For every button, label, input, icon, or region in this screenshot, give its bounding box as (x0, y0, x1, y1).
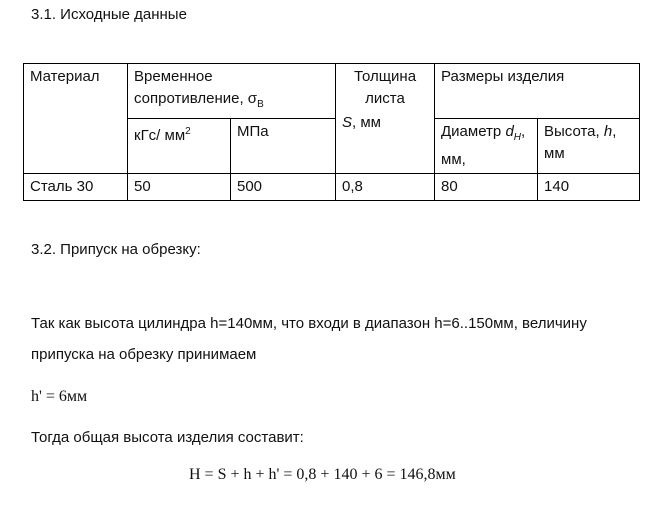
header-strength-text: сопротивление, σ (134, 90, 258, 107)
formula-allowance: h' = 6мм (31, 388, 88, 405)
header-height-var: h (603, 123, 613, 140)
cell-height: 140 (538, 174, 640, 201)
header-thickness-line2: листа (365, 90, 405, 107)
cell-thickness: 0,8 (336, 174, 435, 201)
header-mpa (231, 119, 336, 174)
header-diameter-unit: мм, (441, 151, 466, 168)
header-diameter (435, 119, 538, 174)
header-diameter-comma: , (521, 123, 526, 140)
header-height-line1 (544, 121, 633, 143)
header-material-label: Материал (30, 68, 100, 85)
table-row (24, 174, 640, 201)
cell-diameter: 80 (435, 174, 538, 201)
header-strength-line2 (134, 88, 329, 116)
paragraph-line-2: припуска на обрезку принимаем (31, 346, 257, 363)
header-diameter-subscript: Н (513, 132, 522, 143)
source-data-table (23, 63, 640, 201)
header-kgs (128, 119, 231, 174)
cell-kgs: 50 (128, 174, 231, 201)
header-thickness-unit (342, 112, 428, 134)
header-height (538, 119, 640, 174)
header-thickness-line1: Толщина (353, 68, 417, 85)
header-strength (128, 64, 336, 119)
text-total-height-intro: Тогда общая высота изделия составит: (31, 429, 304, 446)
header-strength-subscript: В (257, 99, 264, 110)
table-header-row-1 (24, 64, 640, 119)
header-strength-line1: Временное (134, 68, 213, 85)
paragraph-line-1: Так как высота цилиндра h=140мм, что входи в диапазон h=6..150мм, величину (31, 315, 587, 332)
header-kgs-text: кГс/ мм (134, 127, 186, 144)
header-height-text: Высота, (544, 123, 604, 140)
header-mpa-text: МПа (237, 123, 269, 140)
section-3-2-title: 3.2. Припуск на обрезку: (31, 241, 201, 258)
formula-total-height: H = S + h + h' = 0,8 + 140 + 6 = 146,8мм (189, 466, 456, 483)
header-height-unit: мм (544, 145, 565, 162)
section-3-1-title: 3.1. Исходные данные (31, 6, 187, 23)
header-height-comma: , (612, 123, 617, 140)
header-kgs-superscript: 2 (185, 126, 191, 137)
header-diameter-line1 (441, 121, 531, 149)
header-thickness-var: S (342, 114, 353, 131)
cell-mpa: 500 (231, 174, 336, 201)
header-thickness (336, 64, 435, 174)
header-diameter-var: d (505, 123, 514, 140)
header-dimensions (435, 64, 640, 119)
header-thickness-unit-text: , мм (352, 114, 381, 131)
header-material (24, 64, 128, 174)
header-dimensions-label: Размеры изделия (441, 68, 565, 85)
header-diameter-text: Диаметр (441, 123, 506, 140)
cell-material: Сталь 30 (24, 174, 128, 201)
